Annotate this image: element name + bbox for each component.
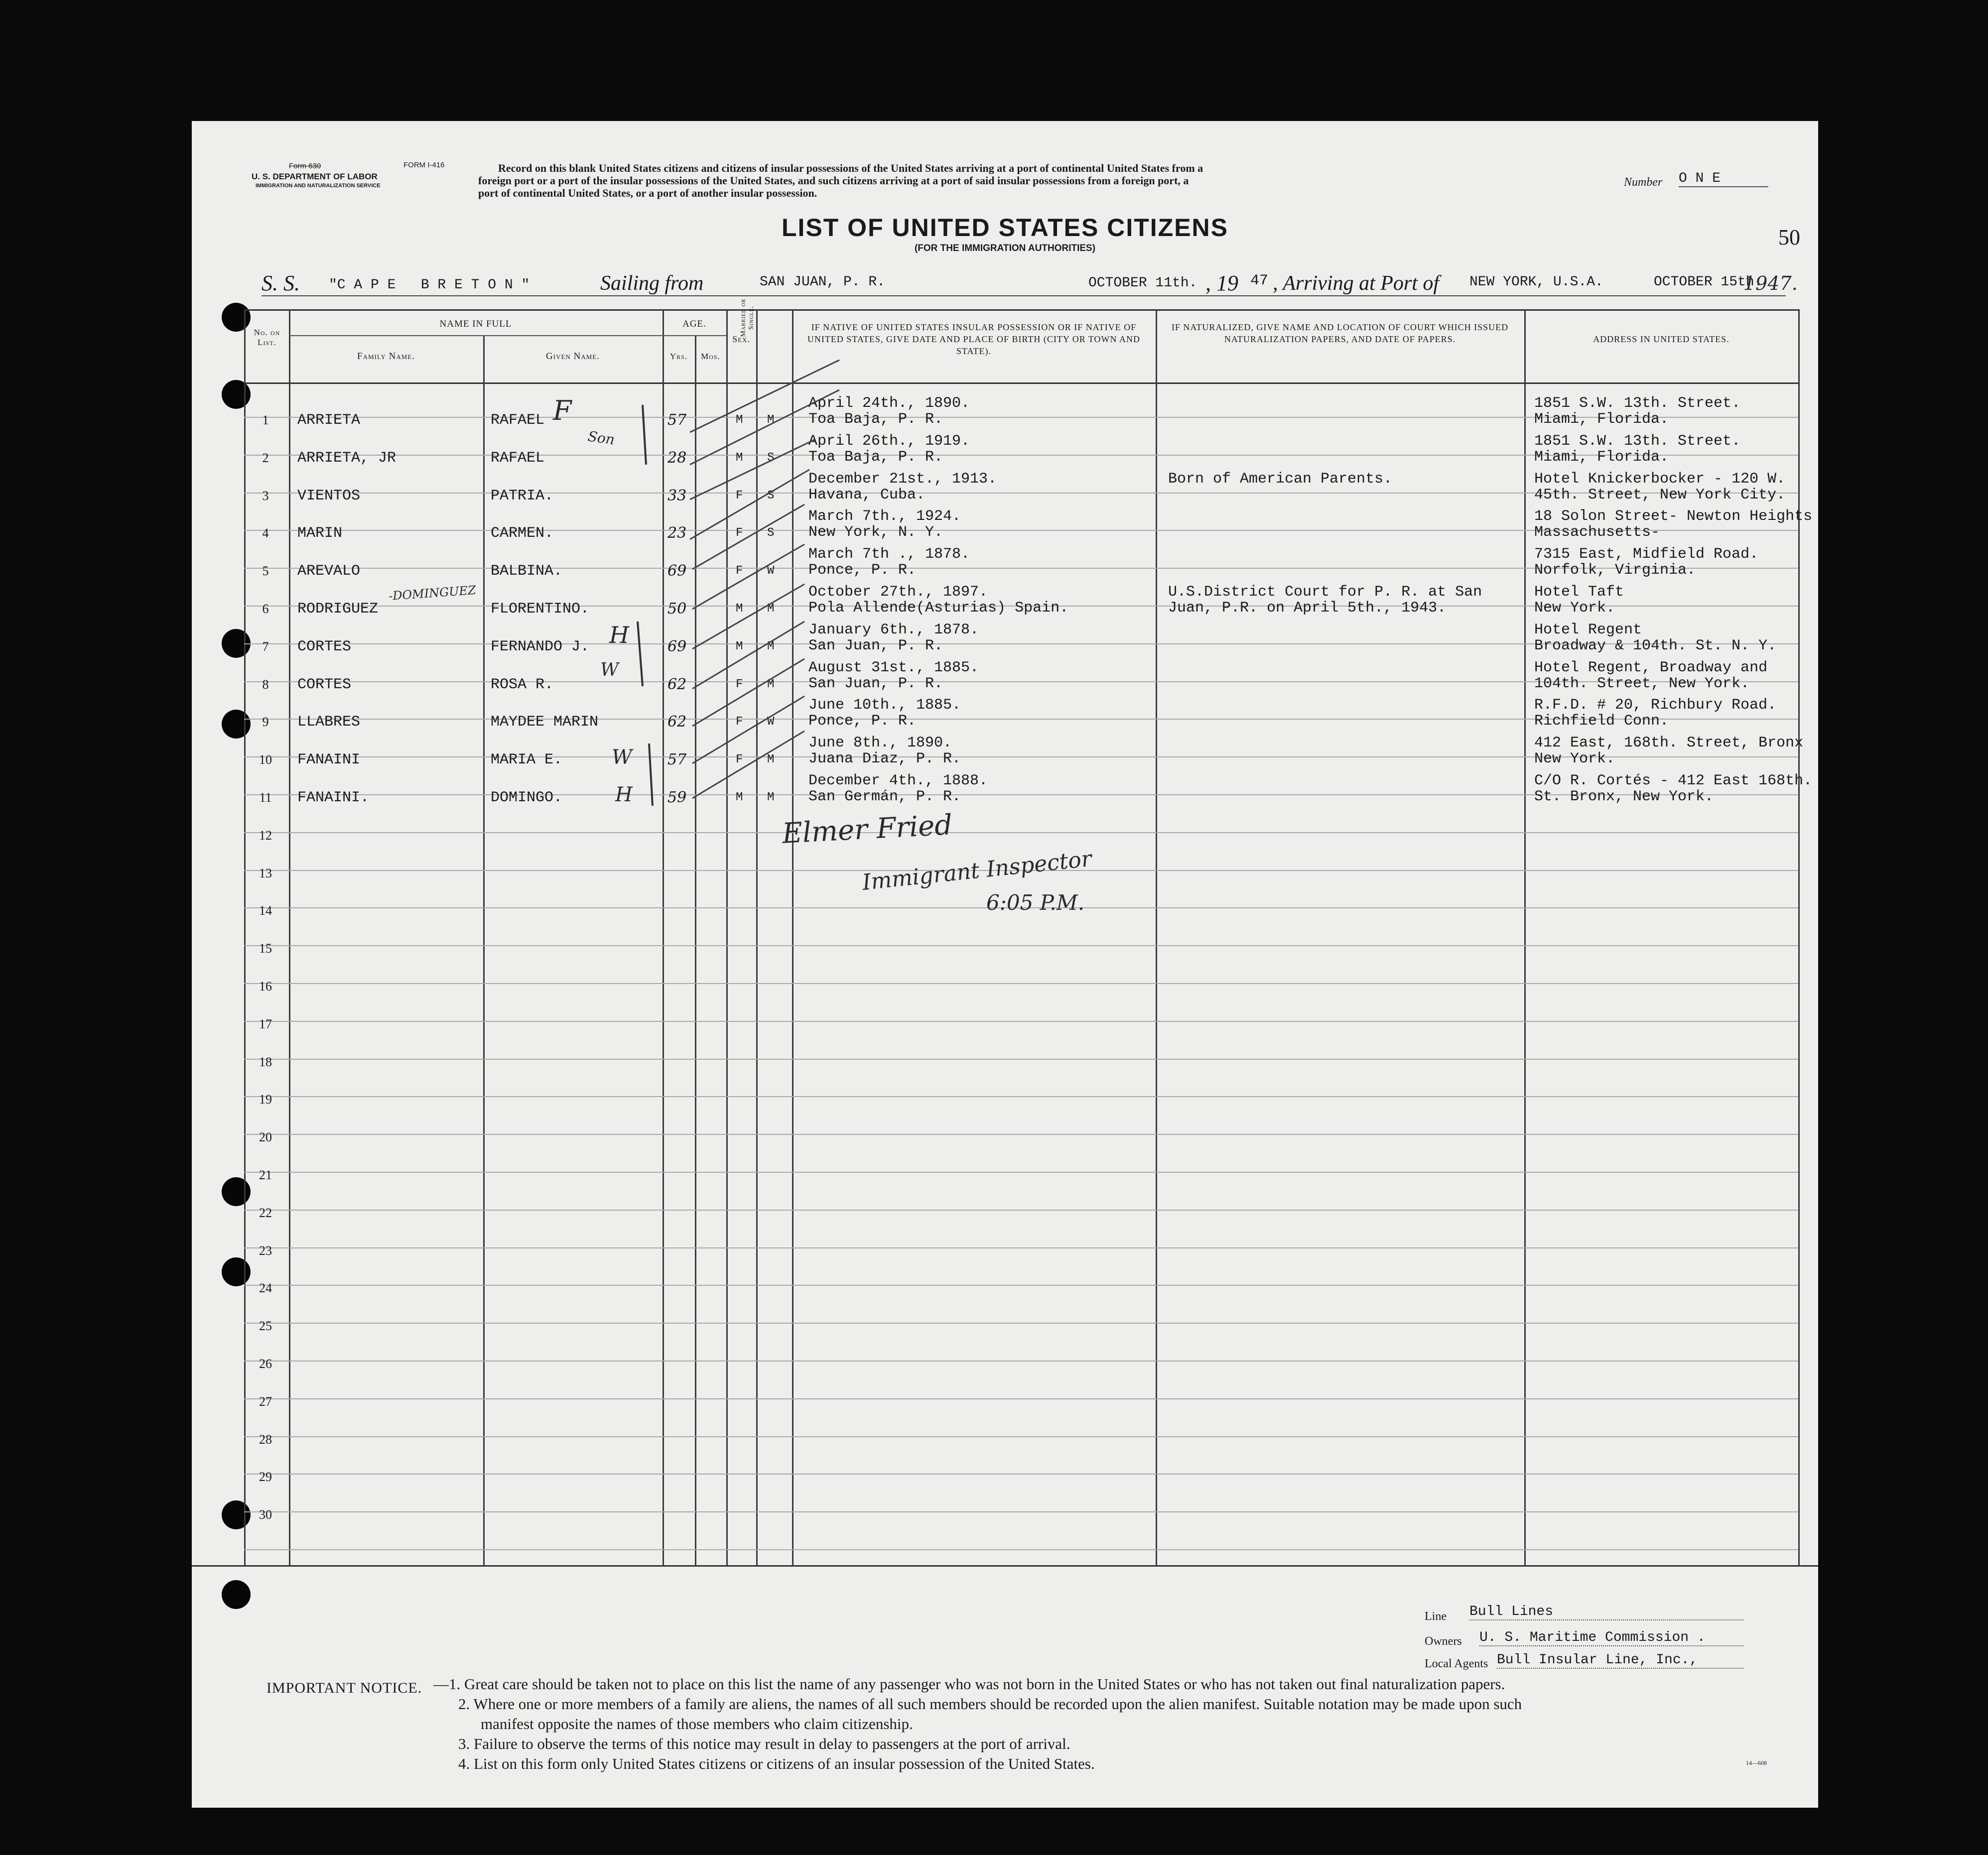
- row-number: 22: [259, 1206, 272, 1220]
- line-label: Line: [1425, 1610, 1447, 1623]
- row-number: 25: [259, 1319, 272, 1333]
- row-line: [244, 1172, 1798, 1173]
- column-line: [756, 309, 758, 1567]
- row-line: [244, 1247, 1798, 1248]
- col-address: ADDRESS IN UNITED STATES.: [1593, 334, 1729, 344]
- address-line-2: Massachusetts-: [1534, 524, 1660, 541]
- address-line-1: Hotel Taft: [1534, 584, 1624, 601]
- row-number: 17: [259, 1017, 272, 1031]
- birth-place: Pola Allende(Asturias) Spain.: [808, 600, 1069, 617]
- family-name: CORTES: [297, 676, 352, 693]
- marital-status: M: [767, 791, 775, 804]
- row-number: 13: [259, 866, 272, 880]
- col-married: Married or Single.: [740, 298, 755, 337]
- row-line: [244, 1021, 1798, 1022]
- inspector-signature: Elmer Fried: [781, 809, 953, 850]
- row-line: [244, 1323, 1798, 1324]
- birth-place: Ponce, P. R.: [808, 562, 917, 579]
- family-name: LLABRES: [297, 714, 361, 731]
- row-line: [244, 1398, 1798, 1399]
- birth-date: June 10th., 1885.: [808, 697, 961, 714]
- line-value: Bull Lines: [1469, 1604, 1743, 1620]
- birth-date: March 7th ., 1878.: [808, 546, 970, 563]
- page-title: LIST OF UNITED STATES CITIZENS: [781, 214, 1229, 242]
- sex: F: [736, 715, 743, 729]
- row-line: [244, 1436, 1798, 1437]
- inspection-time: 6:05 P.M.: [986, 890, 1085, 915]
- row-number: 24: [259, 1281, 272, 1295]
- address-line-2: Miami, Florida.: [1534, 449, 1669, 466]
- given-name: MAYDEE MARIN: [491, 714, 599, 731]
- punch-hole: [222, 380, 251, 409]
- birth-date: April 26th., 1919.: [808, 433, 970, 450]
- column-line: [726, 309, 728, 1567]
- age-years: 23: [667, 524, 687, 542]
- voyage-line: [262, 270, 1798, 296]
- family-name: AREVALO: [297, 563, 361, 580]
- col-sex: Sex.: [732, 334, 750, 344]
- given-name: BALBINA.: [491, 563, 563, 580]
- sex: M: [736, 602, 743, 616]
- age-years: 28: [667, 449, 687, 467]
- age-years: 33: [667, 487, 687, 504]
- age-years: 57: [667, 751, 687, 768]
- given-name: FERNANDO J.: [491, 638, 590, 655]
- punch-hole: [222, 710, 251, 739]
- address-line-2: Broadway & 104th. St. N. Y.: [1534, 637, 1777, 654]
- number-label: Number: [1624, 176, 1663, 189]
- row-line: [244, 1059, 1798, 1060]
- marital-status: S: [767, 526, 775, 540]
- col-naturalized: IF NATURALIZED, GIVE NAME AND LOCATION OF COURT WHICH ISSUED NATURALIZATION PAPERS, AND DATE OF PAPERS.: [1171, 322, 1509, 344]
- row-line: [244, 1134, 1798, 1135]
- arriving-label: , Arriving at Port of: [1273, 272, 1440, 295]
- naturalization-line-1: U.S.District Court for P. R. at San: [1168, 584, 1482, 601]
- instructions: [478, 162, 1743, 199]
- service: IMMIGRATION AND NATURALIZATION SERVICE: [256, 183, 381, 189]
- address-line-2: 104th. Street, New York.: [1534, 675, 1750, 692]
- given-name: FLORENTINO.: [491, 601, 590, 618]
- row-line: [244, 1360, 1798, 1361]
- owners-value: U. S. Maritime Commission .: [1479, 1630, 1743, 1646]
- address-line-1: C/O R. Cortés - 412 East 168th.: [1534, 772, 1813, 789]
- birth-date: October 27th., 1897.: [808, 584, 988, 601]
- row-number: 28: [259, 1432, 272, 1447]
- given-name: ROSA R.: [491, 676, 554, 693]
- sex: F: [736, 678, 743, 691]
- age-years: 69: [667, 562, 687, 580]
- sex: F: [736, 489, 743, 502]
- row-line: [244, 832, 1798, 833]
- arriving-year: 1947.: [1743, 272, 1798, 294]
- address-line-1: R.F.D. # 20, Richbury Road.: [1534, 697, 1777, 714]
- row-number: 5: [262, 564, 269, 578]
- row-number: 21: [259, 1168, 272, 1182]
- punch-hole: [222, 1177, 251, 1206]
- birth-place: Toa Baja, P. R.: [808, 449, 943, 466]
- sex: M: [736, 451, 743, 465]
- annotation-h2: H: [615, 783, 633, 806]
- col-birth: IF NATIVE OF UNITED STATES INSULAR POSSESSION OR IF NATIVE OF UNITED STATES, GIVE DATE AND PLACE OF BIRTH (CITY OR TOWN AND STATE).: [807, 322, 1141, 356]
- annotation-brackets: [192, 121, 1818, 1808]
- column-line: [244, 309, 246, 1567]
- ship-name: "C A P E B R E T O N ": [329, 277, 530, 293]
- address-line-2: Richfield Conn.: [1534, 713, 1669, 730]
- row-number: 1: [262, 413, 269, 427]
- sex: M: [736, 640, 743, 653]
- address-line-2: Miami, Florida.: [1534, 411, 1669, 428]
- table-top-border: [244, 309, 1798, 311]
- ss-label: S. S.: [262, 271, 300, 295]
- row-number: 20: [259, 1130, 272, 1144]
- birth-place: Havana, Cuba.: [808, 487, 926, 503]
- instruction-line: Record on this blank United States citizens and citizens of insular possessions of the United States arriving at a port of continental United States from a: [498, 162, 1203, 174]
- row-number: 18: [259, 1055, 272, 1069]
- age-years: 69: [667, 638, 687, 655]
- row-number: 6: [262, 602, 269, 616]
- row-number: 12: [259, 828, 272, 843]
- sailing-label: Sailing from: [600, 272, 704, 295]
- address-line-1: 18 Solon Street- Newton Heights: [1534, 508, 1813, 525]
- family-name: MARIN: [297, 525, 343, 542]
- page-subtitle: (FOR THE IMMIGRATION AUTHORITIES): [914, 243, 1096, 253]
- annotation-w1: W: [600, 660, 619, 680]
- birth-place: Ponce, P. R.: [808, 713, 917, 730]
- family-name: RODRIGUEZ: [297, 601, 379, 618]
- notice-line-1: —1. Great care should be taken not to place on this list the name of any passenger who was not born in the United States or who has not taken out final naturalization papers.: [433, 1675, 1505, 1693]
- row-line: [244, 1474, 1798, 1475]
- row-number: 15: [259, 941, 272, 956]
- form-code: 14—608: [1746, 1759, 1767, 1766]
- department: U. S. DEPARTMENT OF LABOR: [252, 172, 378, 181]
- page-number: 50: [1778, 225, 1800, 249]
- naturalization-line-1: Born of American Parents.: [1168, 471, 1393, 488]
- owners-label: Owners: [1425, 1635, 1462, 1648]
- annotation-son: Son: [586, 428, 616, 448]
- address-line-1: 1851 S.W. 13th. Street.: [1534, 433, 1741, 450]
- address-line-1: Hotel Regent: [1534, 621, 1642, 638]
- marital-status: S: [767, 451, 775, 465]
- row-number: 9: [262, 715, 269, 729]
- number-value: O N E: [1679, 171, 1768, 187]
- sailing-date: OCTOBER 11th.: [1088, 275, 1197, 291]
- address-line-2: St. Bronx, New York.: [1534, 788, 1714, 805]
- sex: M: [736, 791, 743, 804]
- column-line: [1156, 309, 1157, 1567]
- row-line: [244, 1210, 1798, 1211]
- notice-line-5: 4. List on this form only United States citizens or citizens of an insular possession of the United States.: [458, 1755, 1095, 1772]
- marital-status: W: [767, 715, 775, 729]
- row-number: 19: [259, 1092, 272, 1107]
- row-number: 10: [259, 752, 272, 767]
- address-line-2: 45th. Street, New York City.: [1534, 487, 1786, 503]
- notice-line-4: 3. Failure to observe the terms of this notice may result in delay to passengers at the port of arrival.: [458, 1735, 1070, 1752]
- marital-status: M: [767, 640, 775, 653]
- row-number: 26: [259, 1357, 272, 1371]
- birth-date: January 6th., 1878.: [808, 621, 979, 638]
- column-line: [792, 309, 794, 1567]
- birth-place: San Juan, P. R.: [808, 637, 943, 654]
- column-line: [289, 309, 290, 1567]
- row-line: [244, 1511, 1798, 1512]
- address-line-1: 1851 S.W. 13th. Street.: [1534, 395, 1741, 412]
- age-years: 62: [667, 676, 687, 693]
- arriving-port: NEW YORK, U.S.A.: [1469, 274, 1603, 290]
- birth-date: June 8th., 1890.: [808, 735, 952, 751]
- birth-place: Juana Diaz, P. R.: [808, 750, 961, 767]
- inspector-title: Immigrant Inspector: [861, 846, 1093, 896]
- address-line-1: Hotel Regent, Broadway and: [1534, 659, 1768, 676]
- manifest-page: [192, 121, 1818, 1808]
- instruction-line: port of continental United States, or a port of another insular possession.: [478, 187, 817, 199]
- given-name: MARIA E.: [491, 751, 563, 768]
- address-line-2: New York.: [1534, 600, 1615, 617]
- punch-hole: [222, 1580, 251, 1609]
- annotation-h1: H: [609, 621, 630, 648]
- given-name: DOMINGO.: [491, 789, 563, 806]
- marital-status: M: [767, 602, 775, 616]
- year-prefix: , 19: [1205, 271, 1238, 295]
- column-line: [1798, 309, 1800, 1567]
- annotation-f: F: [553, 395, 572, 426]
- row-number: 3: [262, 489, 269, 503]
- birth-place: San Juan, P. R.: [808, 675, 943, 692]
- col-no: No. on List.: [254, 328, 280, 347]
- birth-place: Toa Baja, P. R.: [808, 411, 943, 428]
- birth-date: March 7th., 1924.: [808, 508, 961, 525]
- marital-status: M: [767, 678, 775, 691]
- address-line-1: 412 East, 168th. Street, Bronx: [1534, 735, 1804, 751]
- name-subheader-line: [289, 335, 663, 336]
- notice-line-3: manifest opposite the names of those members who claim citizenship.: [481, 1715, 913, 1732]
- row-number: 27: [259, 1394, 272, 1409]
- row-number: 4: [262, 526, 269, 540]
- notice-line-2: 2. Where one or more members of a family are aliens, the names of all such members should be recorded upon the alien manifest. Suitable notation may be made upon such: [458, 1695, 1522, 1713]
- address-line-1: Hotel Knickerbocker - 120 W.: [1534, 471, 1786, 488]
- marital-status: W: [767, 564, 775, 578]
- sex: F: [736, 564, 743, 578]
- col-family-name: Family Name.: [357, 351, 415, 362]
- row-number: 30: [259, 1507, 272, 1522]
- row-line: [244, 1096, 1798, 1097]
- family-name: ARRIETA: [297, 412, 361, 429]
- birth-date: December 4th., 1888.: [808, 772, 988, 789]
- row-number: 14: [259, 903, 272, 918]
- agents-label: Local Agents: [1425, 1657, 1488, 1670]
- birth-date: December 21st., 1913.: [808, 471, 997, 488]
- row-number: 29: [259, 1470, 272, 1484]
- annotation-dominguez: -DOMINGUEZ: [388, 583, 477, 604]
- annotation-w2: W: [612, 746, 633, 769]
- instruction-line: foreign port or a port of the insular possessions of the United States, and such citizens arriving at a port of said insular possessions from a foreign port, a: [478, 174, 1189, 187]
- family-name: FANAINI: [297, 751, 361, 768]
- given-name: CARMEN.: [491, 525, 554, 542]
- notice-label: IMPORTANT NOTICE.: [266, 1680, 422, 1696]
- col-yrs: Yrs.: [669, 352, 688, 361]
- given-name: RAFAEL: [491, 412, 545, 429]
- family-name: FANAINI.: [297, 789, 370, 806]
- sex: M: [736, 413, 743, 427]
- marital-status: M: [767, 753, 775, 766]
- family-name: VIENTOS: [297, 488, 361, 504]
- age-years: 50: [667, 600, 687, 618]
- birth-date: August 31st., 1885.: [808, 659, 979, 676]
- sailing-from: SAN JUAN, P. R.: [760, 274, 886, 290]
- marital-status: M: [767, 413, 775, 427]
- age-years: 62: [667, 713, 687, 731]
- table-header-bottom: [244, 382, 1798, 384]
- family-name: ARRIETA, JR: [297, 450, 397, 467]
- birth-place: New York, N. Y.: [808, 524, 943, 541]
- col-given-name: Given Name.: [546, 351, 600, 362]
- age-years: 59: [667, 789, 687, 806]
- sex: F: [736, 753, 743, 766]
- column-line: [663, 309, 664, 1567]
- age-subheader-line: [663, 335, 726, 336]
- form-number: FORM I-416: [403, 161, 445, 169]
- sailing-year: 47: [1250, 272, 1269, 289]
- row-number: 11: [259, 790, 272, 805]
- column-line: [1524, 309, 1526, 1567]
- sex: F: [736, 526, 743, 540]
- col-name-in-full: NAME IN FULL: [439, 319, 512, 329]
- column-line: [483, 335, 485, 1567]
- age-years: 57: [667, 411, 687, 429]
- row-number: 8: [262, 677, 269, 692]
- col-mos: Mos.: [701, 352, 720, 361]
- birth-place: San Germán, P. R.: [808, 788, 961, 805]
- row-line: [244, 1285, 1798, 1286]
- row-number: 2: [262, 451, 269, 465]
- row-line: [244, 945, 1798, 946]
- row-number: 23: [259, 1243, 272, 1258]
- col-age: AGE.: [682, 319, 706, 329]
- form-id: Form 630: [289, 162, 321, 170]
- address-line-2: New York.: [1534, 750, 1615, 767]
- birth-date: April 24th., 1890.: [808, 395, 970, 412]
- family-name: CORTES: [297, 638, 352, 655]
- row-line: [244, 983, 1798, 984]
- row-number: 16: [259, 979, 272, 993]
- given-name: PATRIA.: [491, 488, 554, 504]
- arriving-date: OCTOBER 15th.: [1654, 274, 1763, 290]
- row-number: 7: [262, 639, 269, 654]
- row-line: [244, 1549, 1798, 1550]
- agents-value: Bull Insular Line, Inc.,: [1497, 1652, 1743, 1669]
- punch-hole: [222, 1257, 251, 1286]
- marital-status: S: [767, 489, 775, 502]
- naturalization-line-2: Juan, P.R. on April 5th., 1943.: [1168, 600, 1447, 617]
- punch-hole: [222, 1500, 251, 1529]
- column-line: [695, 335, 696, 1567]
- address-line-1: 7315 East, Midfield Road.: [1534, 546, 1759, 563]
- given-name: RAFAEL: [491, 450, 545, 467]
- table-bottom-border: [192, 1565, 1818, 1567]
- address-line-2: Norfolk, Virginia.: [1534, 562, 1696, 579]
